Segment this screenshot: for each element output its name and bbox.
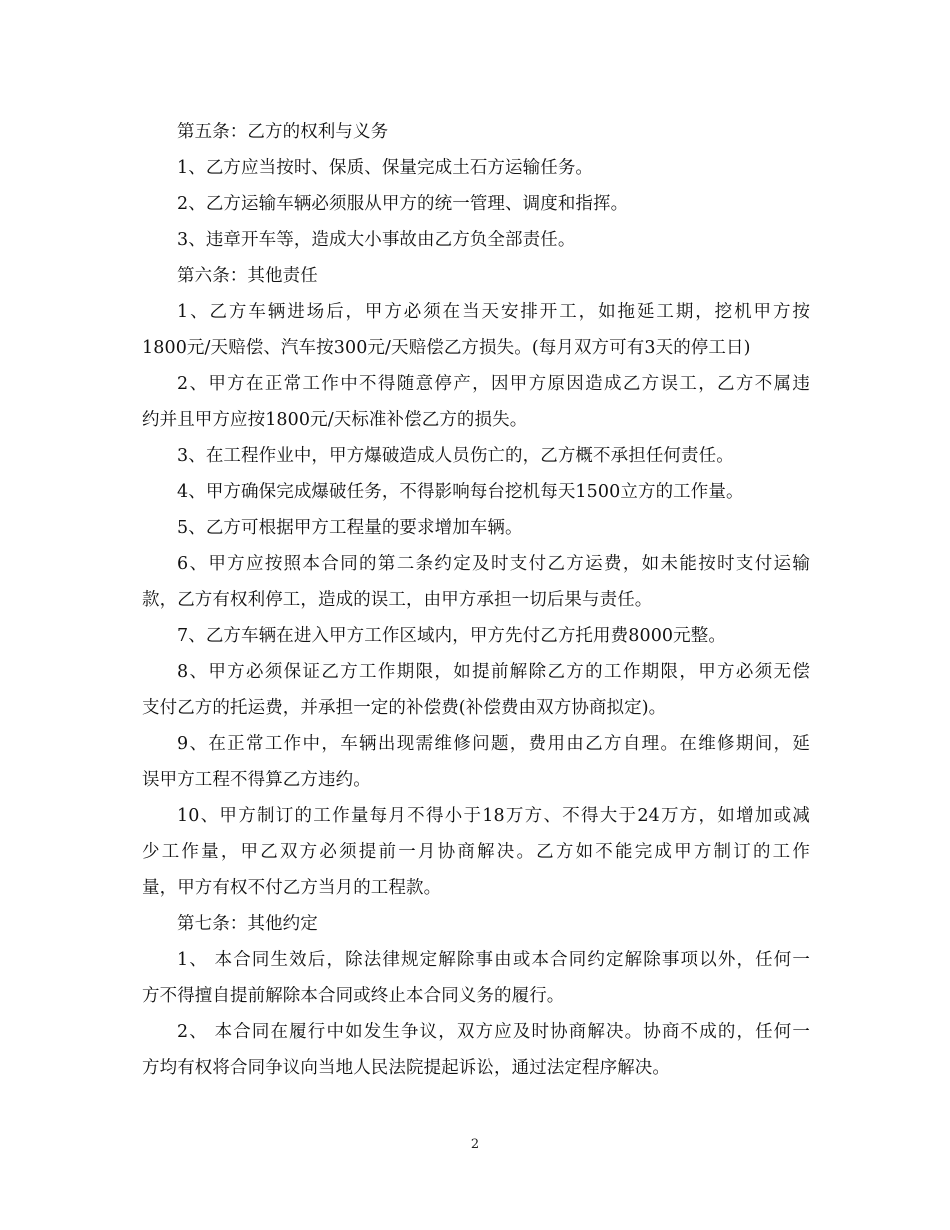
paragraph — [142, 294, 810, 366]
paragraph-line: 款，乙方有权利停工，造成的误工，由甲方承担一切后果与责任。 — [142, 590, 653, 610]
paragraph — [142, 186, 810, 222]
paragraph — [142, 942, 810, 1014]
paragraph — [142, 438, 810, 474]
paragraph-line: 3、在工程作业中，甲方爆破造成人员伤亡的，乙方概不承担任何责任。 — [177, 446, 734, 466]
paragraph-line: 1、 本合同生效后，除法律规定解除事由或本合同约定解除事项以外，任何一 — [177, 950, 810, 970]
paragraph-line: 方均有权将合同争议向当地人民法院提起诉讼，通过法定程序解决。 — [142, 1058, 670, 1078]
paragraph — [142, 222, 810, 258]
paragraph — [142, 474, 810, 510]
paragraph — [142, 366, 810, 438]
paragraph — [142, 654, 810, 726]
document-body — [142, 114, 810, 1086]
paragraph — [142, 150, 810, 186]
paragraph-line: 约并且甲方应按1800元/天标准补偿乙方的损失。 — [142, 410, 528, 430]
paragraph-line: 5、乙方可根据甲方工程量的要求增加车辆。 — [177, 518, 523, 538]
paragraph — [142, 114, 810, 150]
paragraph-line: 4、甲方确保完成爆破任务，不得影响每台挖机每天1500立方的工作量。 — [177, 482, 744, 502]
paragraph-line: 3、违章开车等，造成大小事故由乙方负全部责任。 — [177, 230, 576, 250]
paragraph-line: 1、乙方应当按时、保质、保量完成土石方运输任务。 — [177, 158, 594, 178]
paragraph — [142, 906, 810, 942]
paragraph-line: 第六条：其他责任 — [177, 266, 318, 286]
paragraph-line: 7、乙方车辆在进入甲方工作区域内，甲方先付乙方托用费8000元整。 — [177, 626, 726, 646]
paragraph-line: 少工作量，甲乙双方必须提前一月协商解决。乙方如不能完成甲方制订的工作 — [142, 842, 810, 862]
paragraph-line: 2、 本合同在履行中如发生争议，双方应及时协商解决。协商不成的，任何一 — [177, 1022, 810, 1042]
paragraph-line: 1、乙方车辆进场后，甲方必须在当天安排开工，如拖延工期，挖机甲方按 — [177, 302, 810, 322]
page-number: 2 — [470, 1137, 480, 1152]
paragraph — [142, 546, 810, 618]
paragraph-line: 支付乙方的托运费，并承担一定的补偿费(补偿费由双方协商拟定)。 — [142, 698, 667, 718]
paragraph — [142, 726, 810, 798]
paragraph — [142, 618, 810, 654]
paragraph-line: 9、在正常工作中，车辆出现需维修问题，费用由乙方自理。在维修期间，延 — [177, 734, 810, 754]
paragraph-line: 误甲方工程不得算乙方违约。 — [142, 770, 371, 790]
paragraph-line: 6、甲方应按照本合同的第二条约定及时支付乙方运费，如未能按时支付运输 — [177, 554, 810, 574]
paragraph — [142, 258, 810, 294]
paragraph — [142, 798, 810, 906]
paragraph-line: 10、甲方制订的工作量每月不得小于18万方、不得大于24万方，如增加或减 — [177, 806, 810, 826]
paragraph-line: 方不得擅自提前解除本合同或终止本合同义务的履行。 — [142, 986, 565, 1006]
paragraph-line: 8、甲方必须保证乙方工作期限，如提前解除乙方的工作期限，甲方必须无偿 — [177, 662, 810, 682]
paragraph — [142, 1014, 810, 1086]
paragraph-line: 2、甲方在正常工作中不得随意停产，因甲方原因造成乙方误工，乙方不属违 — [177, 374, 810, 394]
paragraph-line: 2、乙方运输车辆必须服从甲方的统一管理、调度和指挥。 — [177, 194, 629, 214]
paragraph-line: 量，甲方有权不付乙方当月的工程款。 — [142, 878, 442, 898]
paragraph-line: 第七条：其他约定 — [177, 914, 318, 934]
paragraph-line: 第五条：乙方的权利与义务 — [177, 122, 389, 142]
paragraph-line: 1800元/天赔偿、汽车按300元/天赔偿乙方损失。(每月双方可有3天的停工日) — [142, 338, 751, 358]
paragraph — [142, 510, 810, 546]
